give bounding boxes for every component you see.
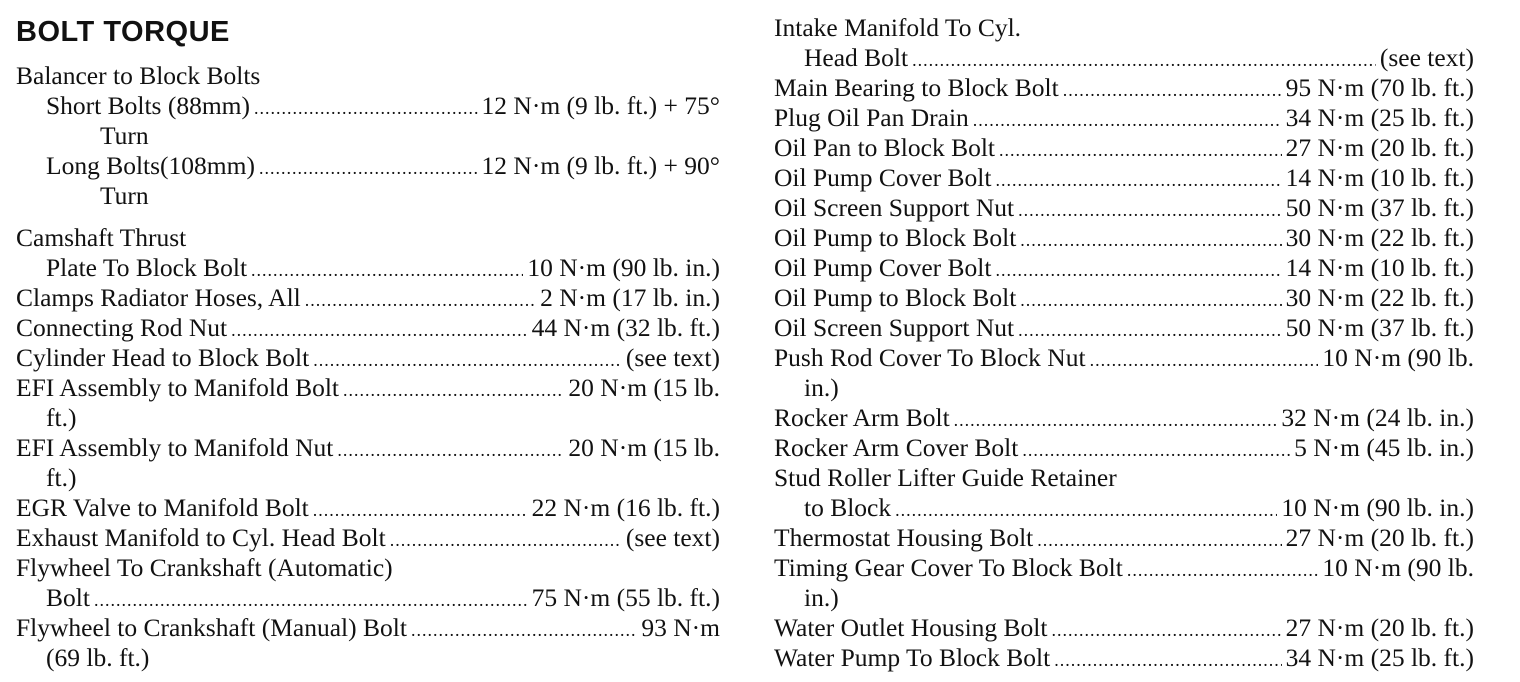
dot-leader <box>337 435 564 465</box>
spec-value: 34 N·m (25 lb. ft.) <box>1285 103 1474 132</box>
torque-spec-line <box>774 553 1474 583</box>
dot-leader <box>1054 645 1281 675</box>
dot-leader <box>254 93 478 123</box>
spec-value: 30 N·m (22 lb. ft.) <box>1285 223 1474 252</box>
torque-spec-line <box>774 433 1474 463</box>
spec-value: 12 N·m (9 lb. ft.) + 75° <box>481 91 720 120</box>
torque-spec-line <box>16 283 720 313</box>
spec-value: 14 N·m (10 lb. ft.) <box>1285 253 1474 282</box>
spec-label: Cylinder Head to Block Bolt <box>16 343 310 372</box>
spec-label: in.) <box>804 373 839 402</box>
dot-leader <box>1063 75 1282 105</box>
spec-value: 27 N·m (20 lb. ft.) <box>1285 133 1474 162</box>
torque-spec-line <box>774 223 1474 253</box>
spec-value: 95 N·m (70 lb. ft.) <box>1285 73 1474 102</box>
torque-spec-line <box>16 61 720 91</box>
dot-leader <box>411 615 637 645</box>
dot-leader <box>1020 285 1281 315</box>
spec-label: Plate To Block Bolt <box>46 253 248 282</box>
torque-spec-line <box>16 553 720 583</box>
torque-spec-line <box>46 151 720 181</box>
spec-label: Timing Gear Cover To Block Bolt <box>774 553 1123 582</box>
torque-spec-line <box>774 643 1474 673</box>
torque-spec-line <box>46 583 720 613</box>
torque-spec-line <box>774 283 1474 313</box>
dot-leader <box>1018 315 1282 345</box>
dot-leader <box>313 345 622 375</box>
section-heading: BOLT TORQUE <box>16 16 230 48</box>
torque-spec-line <box>16 313 720 343</box>
dot-leader <box>973 105 1282 135</box>
torque-spec-line <box>46 253 720 283</box>
torque-spec-line <box>16 373 720 403</box>
torque-spec-line <box>100 181 720 211</box>
spec-label: Water Outlet Housing Bolt <box>774 613 1048 642</box>
dot-leader <box>94 585 528 615</box>
spec-label: Clamps Radiator Hoses, All <box>16 283 301 312</box>
torque-spec-line <box>804 493 1474 523</box>
dot-leader <box>251 255 523 285</box>
spec-label: Exhaust Manifold to Cyl. Head Bolt <box>16 523 386 552</box>
spec-value: 20 N·m (15 lb. <box>568 373 720 402</box>
torque-spec-line <box>804 373 1474 403</box>
spec-value: 44 N·m (32 lb. ft.) <box>531 313 720 342</box>
spec-label: EFI Assembly to Manifold Bolt <box>16 373 340 402</box>
dot-leader <box>995 165 1281 195</box>
spec-label: ft.) <box>46 463 77 492</box>
dot-leader <box>1020 225 1281 255</box>
spec-label: Plug Oil Pan Drain <box>774 103 969 132</box>
spec-label: Oil Screen Support Nut <box>774 193 1015 222</box>
torque-spec-line <box>16 223 720 253</box>
torque-spec-line <box>16 493 720 523</box>
spec-value: 10 N·m (90 lb. <box>1322 553 1474 582</box>
spec-label: Oil Pump to Block Bolt <box>774 283 1017 312</box>
spec-value: (see text) <box>625 343 720 372</box>
dot-leader <box>954 405 1278 435</box>
spec-label: EGR Valve to Manifold Bolt <box>16 493 309 522</box>
torque-spec-line <box>804 43 1474 73</box>
torque-spec-line <box>774 133 1474 163</box>
torque-spec-line <box>774 313 1474 343</box>
spec-value: 30 N·m (22 lb. ft.) <box>1285 283 1474 312</box>
spec-label: Connecting Rod Nut <box>16 313 228 342</box>
torque-spec-line <box>774 73 1474 103</box>
spec-label: Head Bolt <box>804 43 909 72</box>
torque-spec-line <box>774 253 1474 283</box>
dot-leader <box>1051 615 1281 645</box>
torque-spec-line <box>16 613 720 643</box>
dot-leader <box>995 255 1281 285</box>
spec-label: in.) <box>804 583 839 612</box>
spec-value: 34 N·m (25 lb. ft.) <box>1285 643 1474 672</box>
spec-label: Long Bolts(108mm) <box>46 151 255 180</box>
torque-spec-line <box>774 103 1474 133</box>
spec-label: Oil Pump to Block Bolt <box>774 223 1017 252</box>
spec-label: Main Bearing to Block Bolt <box>774 73 1059 102</box>
torque-spec-line <box>774 163 1474 193</box>
dot-leader <box>895 495 1277 525</box>
torque-spec-line <box>774 613 1474 643</box>
spec-value: 75 N·m (55 lb. ft.) <box>531 583 720 612</box>
spec-label: Oil Screen Support Nut <box>774 313 1015 342</box>
torque-spec-line <box>46 643 720 673</box>
dot-leader <box>231 315 528 345</box>
spec-label: Oil Pump Cover Bolt <box>774 253 992 282</box>
spec-label: Oil Pump Cover Bolt <box>774 163 992 192</box>
torque-spec-line <box>774 343 1474 373</box>
spec-label: Flywheel To Crankshaft (Automatic) <box>16 553 393 582</box>
spec-value: 10 N·m (90 lb. in.) <box>1281 493 1474 522</box>
spec-label: Turn <box>100 181 149 210</box>
spec-value: (see text) <box>625 523 720 552</box>
torque-spec-line <box>46 463 720 493</box>
spec-label: Balancer to Block Bolts <box>16 61 261 90</box>
torque-spec-line <box>774 13 1474 43</box>
dot-leader <box>259 153 478 183</box>
torque-spec-line <box>46 91 720 121</box>
spec-value: 14 N·m (10 lb. ft.) <box>1285 163 1474 192</box>
spec-label: Stud Roller Lifter Guide Retainer <box>774 463 1117 492</box>
torque-spec-line <box>804 583 1474 613</box>
spec-value: 27 N·m (20 lb. ft.) <box>1285 613 1474 642</box>
spec-label: Push Rod Cover To Block Nut <box>774 343 1086 372</box>
spec-value: 12 N·m (9 lb. ft.) + 90° <box>481 151 720 180</box>
spec-value: 20 N·m (15 lb. <box>568 433 720 462</box>
dot-leader <box>999 135 1282 165</box>
torque-spec-line <box>774 523 1474 553</box>
torque-spec-line <box>774 193 1474 223</box>
torque-spec-line <box>100 121 720 151</box>
dot-leader <box>1127 555 1319 585</box>
torque-spec-line <box>774 463 1474 493</box>
spec-label: Thermostat Housing Bolt <box>774 523 1034 552</box>
torque-spec-line <box>16 433 720 463</box>
spec-value: 10 N·m (90 lb. <box>1322 343 1474 372</box>
torque-spec-line <box>46 403 720 433</box>
dot-leader <box>1037 525 1281 555</box>
spec-label: Turn <box>100 121 149 150</box>
spec-label: EFI Assembly to Manifold Nut <box>16 433 334 462</box>
spec-label: Rocker Arm Cover Bolt <box>774 433 1019 462</box>
dot-leader <box>912 45 1376 75</box>
dot-leader <box>313 495 528 525</box>
spec-value: 2 N·m (17 lb. in.) <box>540 283 720 312</box>
spec-label: (69 lb. ft.) <box>46 643 150 672</box>
spec-value: 50 N·m (37 lb. ft.) <box>1285 313 1474 342</box>
spec-label: ft.) <box>46 403 77 432</box>
torque-spec-line <box>16 523 720 553</box>
spec-value: 50 N·m (37 lb. ft.) <box>1285 193 1474 222</box>
spec-label: Oil Pan to Block Bolt <box>774 133 996 162</box>
spec-label: Bolt <box>46 583 90 612</box>
dot-leader <box>390 525 622 555</box>
torque-spec-line <box>16 343 720 373</box>
dot-leader <box>1090 345 1319 375</box>
spec-label: Water Pump To Block Bolt <box>774 643 1051 672</box>
spec-value: 32 N·m (24 lb. in.) <box>1281 403 1474 432</box>
spec-label: Flywheel to Crankshaft (Manual) Bolt <box>16 613 407 642</box>
dot-leader <box>1022 435 1290 465</box>
spec-label: Short Bolts (88mm) <box>46 91 251 120</box>
spec-value: 22 N·m (16 lb. ft.) <box>531 493 720 522</box>
torque-spec-line <box>774 403 1474 433</box>
spec-label: Rocker Arm Bolt <box>774 403 950 432</box>
spec-label: to Block <box>804 493 892 522</box>
dot-leader <box>1018 195 1282 225</box>
dot-leader <box>343 375 564 405</box>
spec-value: 5 N·m (45 lb. in.) <box>1294 433 1474 462</box>
spec-value: 93 N·m <box>641 613 720 642</box>
spec-value: 10 N·m (90 lb. in.) <box>527 253 720 282</box>
spec-label: Intake Manifold To Cyl. <box>774 13 1022 42</box>
spec-value: (see text) <box>1379 43 1474 72</box>
dot-leader <box>305 285 536 315</box>
spec-value: 27 N·m (20 lb. ft.) <box>1285 523 1474 552</box>
spec-label: Camshaft Thrust <box>16 223 187 252</box>
